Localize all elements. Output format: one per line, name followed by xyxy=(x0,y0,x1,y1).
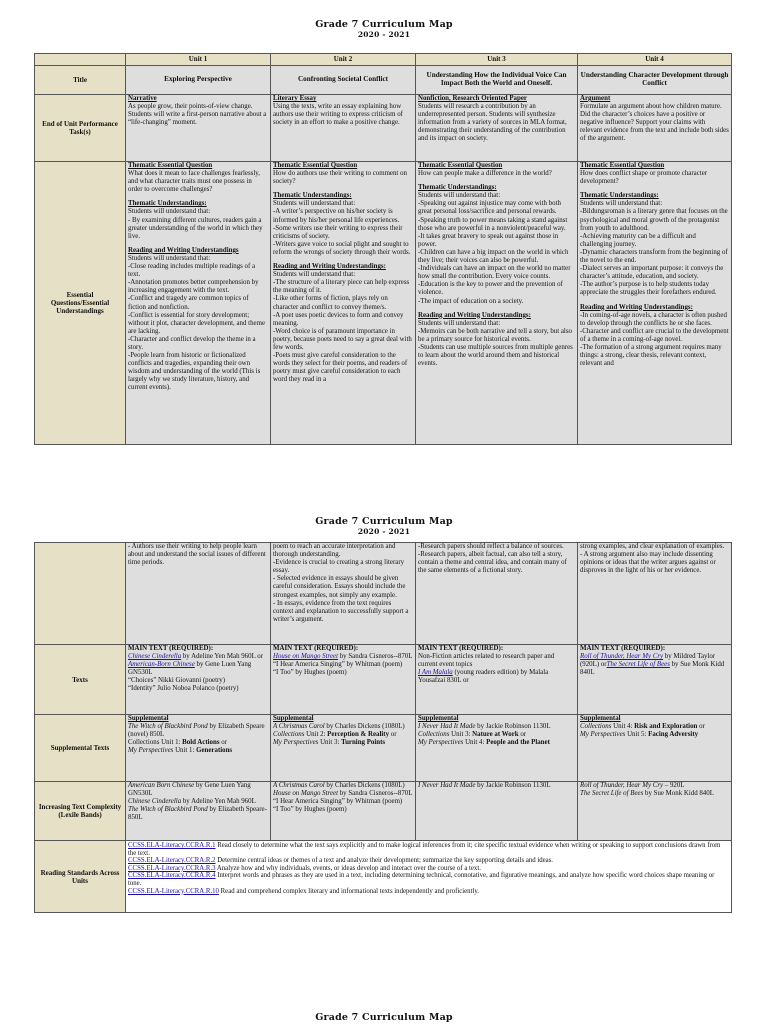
eq-reading-heading: Reading and Writing Understandings: xyxy=(273,263,386,271)
eq-question-text: What does it mean to face challenges fearlessly, and what character traits must one possess in order to overcome challenges? xyxy=(128,170,260,194)
doc-year: 2020 - 2021 xyxy=(357,527,411,536)
supplemental-unit: Risk and Exploration xyxy=(634,723,698,731)
complexity-title: Roll of Thunder, Hear My Cry xyxy=(580,782,664,789)
complexity-detail: by Adeline Yen Mah 960L xyxy=(181,798,256,806)
supplemental-heading: Supplemental xyxy=(580,715,621,722)
supplemental-title: A Christmas Carol xyxy=(273,723,325,731)
continuation-line: - A strong argument also may include dissenting opinions or ideas that the writer argues against or disproves in the light of his or her evidence. xyxy=(580,551,716,575)
supplemental-title: The Witch of Blackbird Pond xyxy=(128,723,208,731)
complexity-cell xyxy=(126,782,271,841)
supplemental-detail: by Elizabeth Speare (novel) 850L xyxy=(128,723,265,739)
complexity-title: American Born Chinese xyxy=(128,782,195,789)
continuation-line: - Authors use their writing to help people learn about and understand the social issues of different time periods. xyxy=(128,543,266,567)
task-heading: Narrative xyxy=(128,95,157,102)
eq-thematic-line: -Individuals can have an impact on the world no matter how small the contribution. Every voice counts. xyxy=(418,265,571,281)
eq-thematic-line: -Some writers use their writing to express their criticisms of society. xyxy=(273,224,403,240)
book-link[interactable]: Roll of Thunder, Hear My Cry xyxy=(580,653,664,661)
row-label-supplemental: Supplemental Texts xyxy=(35,715,126,782)
book-detail: by Mildred Taylor (920L) or xyxy=(580,653,716,669)
corner-cell xyxy=(35,54,126,66)
eq-question-text: How does conflict shape or promote character development? xyxy=(580,170,708,186)
main-text-heading: MAIN TEXT (REQUIRED): xyxy=(128,645,214,652)
task-cell xyxy=(416,95,578,162)
complexity-line xyxy=(128,798,268,806)
eq-cell xyxy=(271,162,416,445)
continuation-line: - In essays, evidence from the text requires context and explanation to successfully support a writer’s argument. xyxy=(273,599,409,623)
book-detail: by Gene Luen Yang GN530L xyxy=(128,661,252,677)
end-of-unit-row xyxy=(35,95,732,162)
task-body: Students will research a contribution by an underrepresented person. Students will synthesize information from a variety of sources in MLA format, demonstrating their understanding of the contribution and its impact on society. xyxy=(418,103,567,143)
supplemental-title: I Never Had It Made xyxy=(418,723,476,731)
complexity-detail: by Sue Monk Kidd 840L xyxy=(643,790,714,798)
eq-reading-line: -Annotation promotes better comprehension by increasing engagement with the text. xyxy=(128,279,259,295)
eq-cell xyxy=(416,162,578,445)
supplemental-detail: Unit 1: xyxy=(173,747,197,755)
eq-thematic-line: -Education is the key to power and the prevention of violence. xyxy=(418,281,563,297)
eq-thematic-line: Students will understand that: xyxy=(418,192,501,200)
reading-standards-row xyxy=(35,841,732,913)
complexity-line: “I Too” by Hughes (poem) xyxy=(273,806,347,814)
eq-thematic-line: -A writer’s perspective on his/her society is informed by his/her personal life experiences. xyxy=(273,208,400,224)
standard-code-link[interactable]: CCSS.ELA-Literacy.CCRA.R.2 xyxy=(128,857,216,865)
supplemental-detail: by Charles Dickens (1080L) xyxy=(324,723,405,731)
unit-header: Unit 3 xyxy=(416,54,578,66)
doc-title: Grade 7 Curriculum Map xyxy=(315,516,453,527)
standards-cell xyxy=(126,841,732,913)
task-cell xyxy=(578,95,732,162)
eq-reading-heading: Reading and Writing Understandings xyxy=(128,246,239,254)
texts-cell xyxy=(271,645,416,715)
eq-cell xyxy=(578,162,732,445)
main-text-line: “I Too” by Hughes (poem) xyxy=(273,669,347,677)
task-heading: Literary Essay xyxy=(273,95,317,102)
row-label-reading-standards: Reading Standards Across Units xyxy=(35,841,126,913)
supplemental-detail: Unit 4: xyxy=(611,723,635,731)
eq-thematic-line: -Dialect serves an important purpose: it conveys the character’s attitude, education, and society. xyxy=(580,265,724,281)
eq-reading-line: -Conflict and tragedy are common topics of fiction and nonfiction. xyxy=(128,295,249,311)
supplemental-line xyxy=(128,747,268,755)
texts-cell xyxy=(126,645,271,715)
eq-reading-line: -Students can use multiple sources from multiple genres to learn about the world around them and historical events. xyxy=(418,343,573,368)
eq-thematic-line: -Bildungsroman is a literary genre that focuses on the psychological and moral growth of the protagonist from youth to adulthood. xyxy=(580,208,728,232)
standard-text: Analyze how and why individuals, events, or ideas develop and interact over the course of a text. xyxy=(215,864,481,872)
supplemental-unit: Generations xyxy=(196,747,233,755)
complexity-line xyxy=(273,790,413,798)
row-label-complexity: Increasing Text Complexity (Lexile Bands) xyxy=(35,782,126,841)
book-detail: (young readers edition) by Malala Yousafzai 830L or xyxy=(418,669,549,685)
standard-text: Read and comprehend complex literary and informational texts independently and proficiently. xyxy=(218,887,479,895)
supplemental-line xyxy=(128,739,268,747)
complexity-row xyxy=(35,782,732,841)
complexity-title: House on Mango Street xyxy=(273,790,339,798)
complexity-cell xyxy=(578,782,732,841)
supplemental-detail: Collections Unit 1: xyxy=(128,739,183,747)
supplemental-detail: Unit 5: xyxy=(625,731,649,739)
complexity-line xyxy=(273,782,413,790)
eq-thematic-line: -Achieving maturity can be a difficult and challenging journey. xyxy=(580,232,696,248)
eq-reading-heading: Reading and Writing Understandings: xyxy=(580,303,693,311)
eq-question-heading: Thematic Essential Question xyxy=(418,162,503,169)
supplemental-detail: or xyxy=(697,723,705,731)
supplemental-cell xyxy=(578,715,732,782)
supplemental-detail: or xyxy=(389,731,397,739)
standard-text: Interpret words and phrases as they are used in a text, including determining technical, connotative, and figurative meanings, and analyze how specific word choices shape meaning or tone. xyxy=(128,872,715,887)
task-heading: Argument xyxy=(580,95,611,102)
curriculum-table-page-1 xyxy=(34,53,732,445)
supplemental-title: My Perspectives xyxy=(273,739,319,747)
standard-line xyxy=(128,888,729,896)
eq-reading-line: -Conflict is essential for story development; without it plot, character development, and theme are lacking. xyxy=(128,311,266,335)
supplemental-line xyxy=(273,723,413,731)
complexity-line xyxy=(128,782,268,798)
row-label-texts: Texts xyxy=(35,645,126,715)
supplemental-line xyxy=(418,723,575,731)
supplemental-cell xyxy=(416,715,578,782)
complexity-cell xyxy=(416,782,578,841)
continuation-line: -Evidence is crucial to creating a strong literary essay. xyxy=(273,559,405,575)
supplemental-detail: or xyxy=(219,739,227,747)
supplemental-line xyxy=(580,731,729,739)
unit-header: Unit 1 xyxy=(126,54,271,66)
book-link[interactable]: The Secret Life of Bees xyxy=(606,661,670,669)
complexity-detail: by Gene Luen Yang GN530L xyxy=(128,782,251,798)
title-row xyxy=(35,66,732,95)
eq-thematic-line: -It takes great bravery to speak out against those in power. xyxy=(418,232,559,248)
continuation-line: - Selected evidence in essays should be given careful consideration. Essays should include the strongest examples, not simply any example. xyxy=(273,575,406,599)
supplemental-cell xyxy=(126,715,271,782)
continuation-cell xyxy=(271,543,416,645)
standard-line xyxy=(128,872,729,887)
main-text-line xyxy=(418,669,575,685)
complexity-title: Chinese Cinderella xyxy=(128,798,182,806)
doc-title: Grade 7 Curriculum Map xyxy=(315,1012,453,1023)
eq-reading-line: -Like other forms of fiction, plays rely on character and conflict to convey theme/s. xyxy=(273,295,388,311)
main-text-line xyxy=(580,653,729,677)
supplemental-unit: Perception & Reality xyxy=(327,731,390,739)
eq-thematic-heading: Thematic Understandings: xyxy=(418,184,497,192)
eq-reading-line: Students will understand that: xyxy=(418,319,501,327)
eq-thematic-heading: Thematic Understandings: xyxy=(128,200,207,208)
main-text-note: Non-Fiction articles related to research paper and current event topics xyxy=(418,653,555,669)
supplemental-line xyxy=(418,739,575,747)
main-text-heading: MAIN TEXT (REQUIRED): xyxy=(273,645,359,652)
texts-cell xyxy=(578,645,732,715)
complexity-detail: by Charles Dickens (1080L) xyxy=(324,782,405,789)
essential-questions-row xyxy=(35,162,732,445)
standard-line xyxy=(128,857,729,865)
complexity-line xyxy=(418,782,575,790)
supplemental-detail: or xyxy=(518,731,527,739)
continuation-cell xyxy=(416,543,578,645)
supplemental-title: My Perspectives xyxy=(128,747,174,755)
eq-reading-line: -A poet uses poetic devices to form and convey meaning. xyxy=(273,311,404,327)
standard-line xyxy=(128,842,729,857)
eq-thematic-line: -Speaking out against injustice may come with both great personal loss/sacrifice and personal rewards. xyxy=(418,200,561,216)
eq-reading-heading: Reading and Writing Understandings: xyxy=(418,311,531,319)
eq-reading-line: Students will understand that: xyxy=(273,271,356,279)
supplemental-title: Collections xyxy=(418,731,450,739)
eq-question-text: How do authors use their writing to comment on society? xyxy=(273,170,407,186)
page-1-header xyxy=(0,20,768,39)
eq-reading-line: -In coming-of-age novels, a character is often pushed to develop through the conflicts he or she faces. xyxy=(580,311,727,327)
book-link[interactable]: American-Born Chinese xyxy=(128,661,195,669)
eq-cell xyxy=(126,162,271,445)
unit-header: Unit 4 xyxy=(578,54,732,66)
supplemental-unit: Nature at Work xyxy=(472,731,519,739)
main-text-line: “I Hear America Singing” by Whitman (poem) xyxy=(273,661,403,669)
complexity-title: I Never Had It Made xyxy=(418,782,476,789)
task-body: Using the texts, write an essay explaining how authors use their writing to express criticism of society in an effort to make a positive change. xyxy=(273,103,403,127)
eq-reading-line: Students will understand that: xyxy=(128,254,211,262)
book-link[interactable]: House on Mango Street xyxy=(273,653,339,661)
complexity-line xyxy=(128,806,268,822)
eq-thematic-heading: Thematic Understandings: xyxy=(580,192,659,200)
page-3-header xyxy=(0,1013,768,1023)
eq-reading-line: -Character and conflict are crucial to the development of a theme in a coming-of-age novel. xyxy=(580,327,729,343)
supplemental-heading: Supplemental xyxy=(273,715,314,722)
book-detail: by Adeline Yen Mah 960L or xyxy=(181,653,263,661)
eq-reading-line: -The structure of a literary piece can help express the meaning of it. xyxy=(273,279,410,295)
supplemental-unit: Turning Points xyxy=(341,739,386,747)
supplemental-unit: Bold Actions xyxy=(182,739,220,747)
supplemental-detail: Unit 3: xyxy=(318,739,342,747)
continuation-line: poem to reach an accurate interpretation and thorough understanding. xyxy=(273,543,396,559)
supplemental-title: My Perspectives xyxy=(580,731,626,739)
eq-thematic-line: - By examining different cultures, readers gain a greater understanding of the world in which they live. xyxy=(128,216,263,240)
standard-text: Determine central ideas or themes of a text and analyze their development; summarize the key supporting details and ideas. xyxy=(215,857,554,865)
continuation-cell xyxy=(126,543,271,645)
complexity-cell xyxy=(271,782,416,841)
eq-reading-line: -Close reading includes multiple readings of a text. xyxy=(128,263,256,279)
row-label-blank xyxy=(35,543,126,645)
task-body: Formulate an argument about how children mature. Did the character’s choices have a positive or negative influence? Support your claims with relevant evidence from the text and include both sides of the argument. xyxy=(580,103,729,143)
supplemental-detail: Unit 2: xyxy=(304,731,328,739)
eq-thematic-line: -The impact of education on a society. xyxy=(418,297,524,305)
eq-thematic-heading: Thematic Understandings: xyxy=(273,192,352,200)
main-text-line xyxy=(273,653,413,661)
eq-thematic-line: -Writers gave voice to social plight and sought to reform the wrongs of society through their words. xyxy=(273,240,411,256)
supplemental-heading: Supplemental xyxy=(128,715,169,722)
continuation-line: strong examples, and clear explanation of examples. xyxy=(580,543,725,550)
eq-question-heading: Thematic Essential Question xyxy=(128,162,213,169)
row-label-essential-questions: Essential Questions/Essential Understandings xyxy=(35,162,126,445)
doc-year: 2020 - 2021 xyxy=(357,30,411,39)
supplemental-line xyxy=(273,731,413,739)
continuation-line: -Research papers, albeit factual, can also tell a story, contain a theme and central idea, and contain many of the same elements of a fictional story. xyxy=(418,551,567,575)
row-label-title: Title xyxy=(35,66,126,95)
supplemental-title: My Perspectives xyxy=(418,739,464,747)
continuation-line: -Research papers should reflect a balance of sources. xyxy=(418,543,564,550)
supplemental-detail: by Jackie Robinson 1130L xyxy=(475,723,551,731)
standard-code-link[interactable]: CCSS.ELA-Literacy.CCRA.R.1 xyxy=(128,842,216,849)
eq-thematic-line: -Children can have a big impact on the world in which they live; their voices can also be powerful. xyxy=(418,248,569,265)
standard-code-link[interactable]: CCSS.ELA-Literacy.CCRA.R.3 xyxy=(128,864,216,872)
main-text-line xyxy=(128,653,268,677)
standard-code-link[interactable]: CCSS.ELA-Literacy.CCRA.R.10 xyxy=(128,887,219,895)
eq-reading-line: -People learn from historic or fictionalized conflicts and tragedies, expanding their own wisdom and understanding of the world (This is largely why we study literature, history, and current events). xyxy=(128,352,261,392)
continuation-cell xyxy=(578,543,732,645)
texts-cell xyxy=(416,645,578,715)
book-detail: by Sandra Cisneros--870L xyxy=(338,653,413,661)
supplemental-row xyxy=(35,715,732,782)
eq-reading-line: -Word choice is of paramount importance in poetry, because poets need to say a great deal with few words. xyxy=(273,327,412,351)
task-cell xyxy=(271,95,416,162)
book-link[interactable]: I Am Malala xyxy=(418,669,453,677)
eq-thematic-line: Students will understand that: xyxy=(273,200,356,208)
main-text-heading: MAIN TEXT (REQUIRED): xyxy=(580,645,666,652)
task-body: As people grow, their points-of-view change. Students will write a first-person narrative about a “life-changing” moment. xyxy=(128,103,267,127)
standard-text: Read closely to determine what the text says explicitly and to make logical inferences from it; cite specific textual evidence when writing or speaking to support conclusions drawn from the text. xyxy=(128,842,721,857)
main-text-heading: MAIN TEXT (REQUIRED): xyxy=(418,645,504,652)
complexity-detail: – 920L xyxy=(663,782,685,789)
unit-title: Confronting Societal Conflict xyxy=(271,66,416,95)
standard-line xyxy=(128,865,729,873)
supplemental-unit: Facing Adversity xyxy=(648,731,699,739)
eq-reading-line: -Memoirs can be both narrative and tell a story, but also be a primary source for historical events. xyxy=(418,327,572,343)
eq-thematic-line: -Dynamic characters transform from the beginning of the novel to the end. xyxy=(580,248,728,265)
complexity-title: The Secret Life of Bees xyxy=(580,790,644,798)
supplemental-cell xyxy=(271,715,416,782)
supplemental-detail: Unit 4: xyxy=(463,739,487,747)
unit-title: Understanding Character Development through Conflict xyxy=(578,66,732,95)
book-link[interactable]: Chinese Cinderella xyxy=(128,653,182,661)
complexity-line: “I Hear America Singing” by Whitman (poem) xyxy=(273,798,403,806)
supplemental-line xyxy=(128,723,268,739)
eq-reading-line: -Poets must give careful consideration to the words they select for their poems, and readers of poetry must give careful consideration to each word they read in a xyxy=(273,352,408,384)
complexity-title: A Christmas Carol xyxy=(273,782,325,789)
standard-code-link[interactable]: CCSS.ELA-Literacy.CCRA.R.4 xyxy=(128,872,216,880)
eq-thematic-line: -Speaking truth to power means taking a stand against those who are powerful in a nonviolent/peaceful way. xyxy=(418,216,568,232)
supplemental-line xyxy=(273,739,413,747)
supplemental-title: Collections xyxy=(273,731,305,739)
supplemental-line xyxy=(580,723,729,731)
complexity-title: The Witch of Blackbird Pond xyxy=(128,806,208,814)
complexity-line xyxy=(580,790,729,798)
supplemental-line xyxy=(418,731,575,739)
complexity-line xyxy=(580,782,729,790)
eq-thematic-line: -The author’s purpose is to help students today appreciate the struggles their forefathers endured. xyxy=(580,281,717,297)
eq-question-heading: Thematic Essential Question xyxy=(580,162,665,169)
complexity-detail: by Elizabeth Speare- 850L xyxy=(128,806,267,822)
supplemental-detail: Unit 3: xyxy=(449,731,473,739)
eq-question-heading: Thematic Essential Question xyxy=(273,162,358,169)
continuation-row xyxy=(35,543,732,645)
doc-title: Grade 7 Curriculum Map xyxy=(315,19,453,30)
main-text-line: “Identity” Julio Noboa Polanco (poetry) xyxy=(128,685,239,693)
unit-title: Exploring Perspective xyxy=(126,66,271,95)
row-label-end-of-unit: End of Unit Performance Task(s) xyxy=(35,95,126,162)
supplemental-unit: People and the Planet xyxy=(486,739,550,747)
page-2-header xyxy=(0,517,768,536)
eq-reading-line: -Character and conflict develop the theme in a story. xyxy=(128,335,256,351)
unit-header: Unit 2 xyxy=(271,54,416,66)
unit-title: Understanding How the Individual Voice Can Impact Both the World and Oneself. xyxy=(416,66,578,95)
supplemental-title: Collections xyxy=(580,723,612,731)
eq-thematic-line: Students will understand that: xyxy=(128,208,211,216)
complexity-detail: by Jackie Robinson 1130L xyxy=(475,782,551,789)
unit-header-row xyxy=(35,54,732,66)
complexity-detail: by Sandra Cisneros--870L xyxy=(338,790,413,798)
curriculum-table-page-2 xyxy=(34,542,732,913)
eq-question-text: How can people make a difference in the world? xyxy=(418,170,552,178)
supplemental-heading: Supplemental xyxy=(418,715,459,722)
texts-row xyxy=(35,645,732,715)
task-cell xyxy=(126,95,271,162)
eq-reading-line: -The formation of a strong argument requires many things: a strong, clear thesis, relevant context, relevant and xyxy=(580,343,722,368)
task-heading: Nonfiction, Research Oriented Paper xyxy=(418,95,527,102)
eq-thematic-line: Students will understand that: xyxy=(580,200,663,208)
book-detail: by Sue Monk Kidd 840L xyxy=(580,661,725,677)
main-text-line: “Choices” Nikki Giovanni (poetry) xyxy=(128,677,226,685)
